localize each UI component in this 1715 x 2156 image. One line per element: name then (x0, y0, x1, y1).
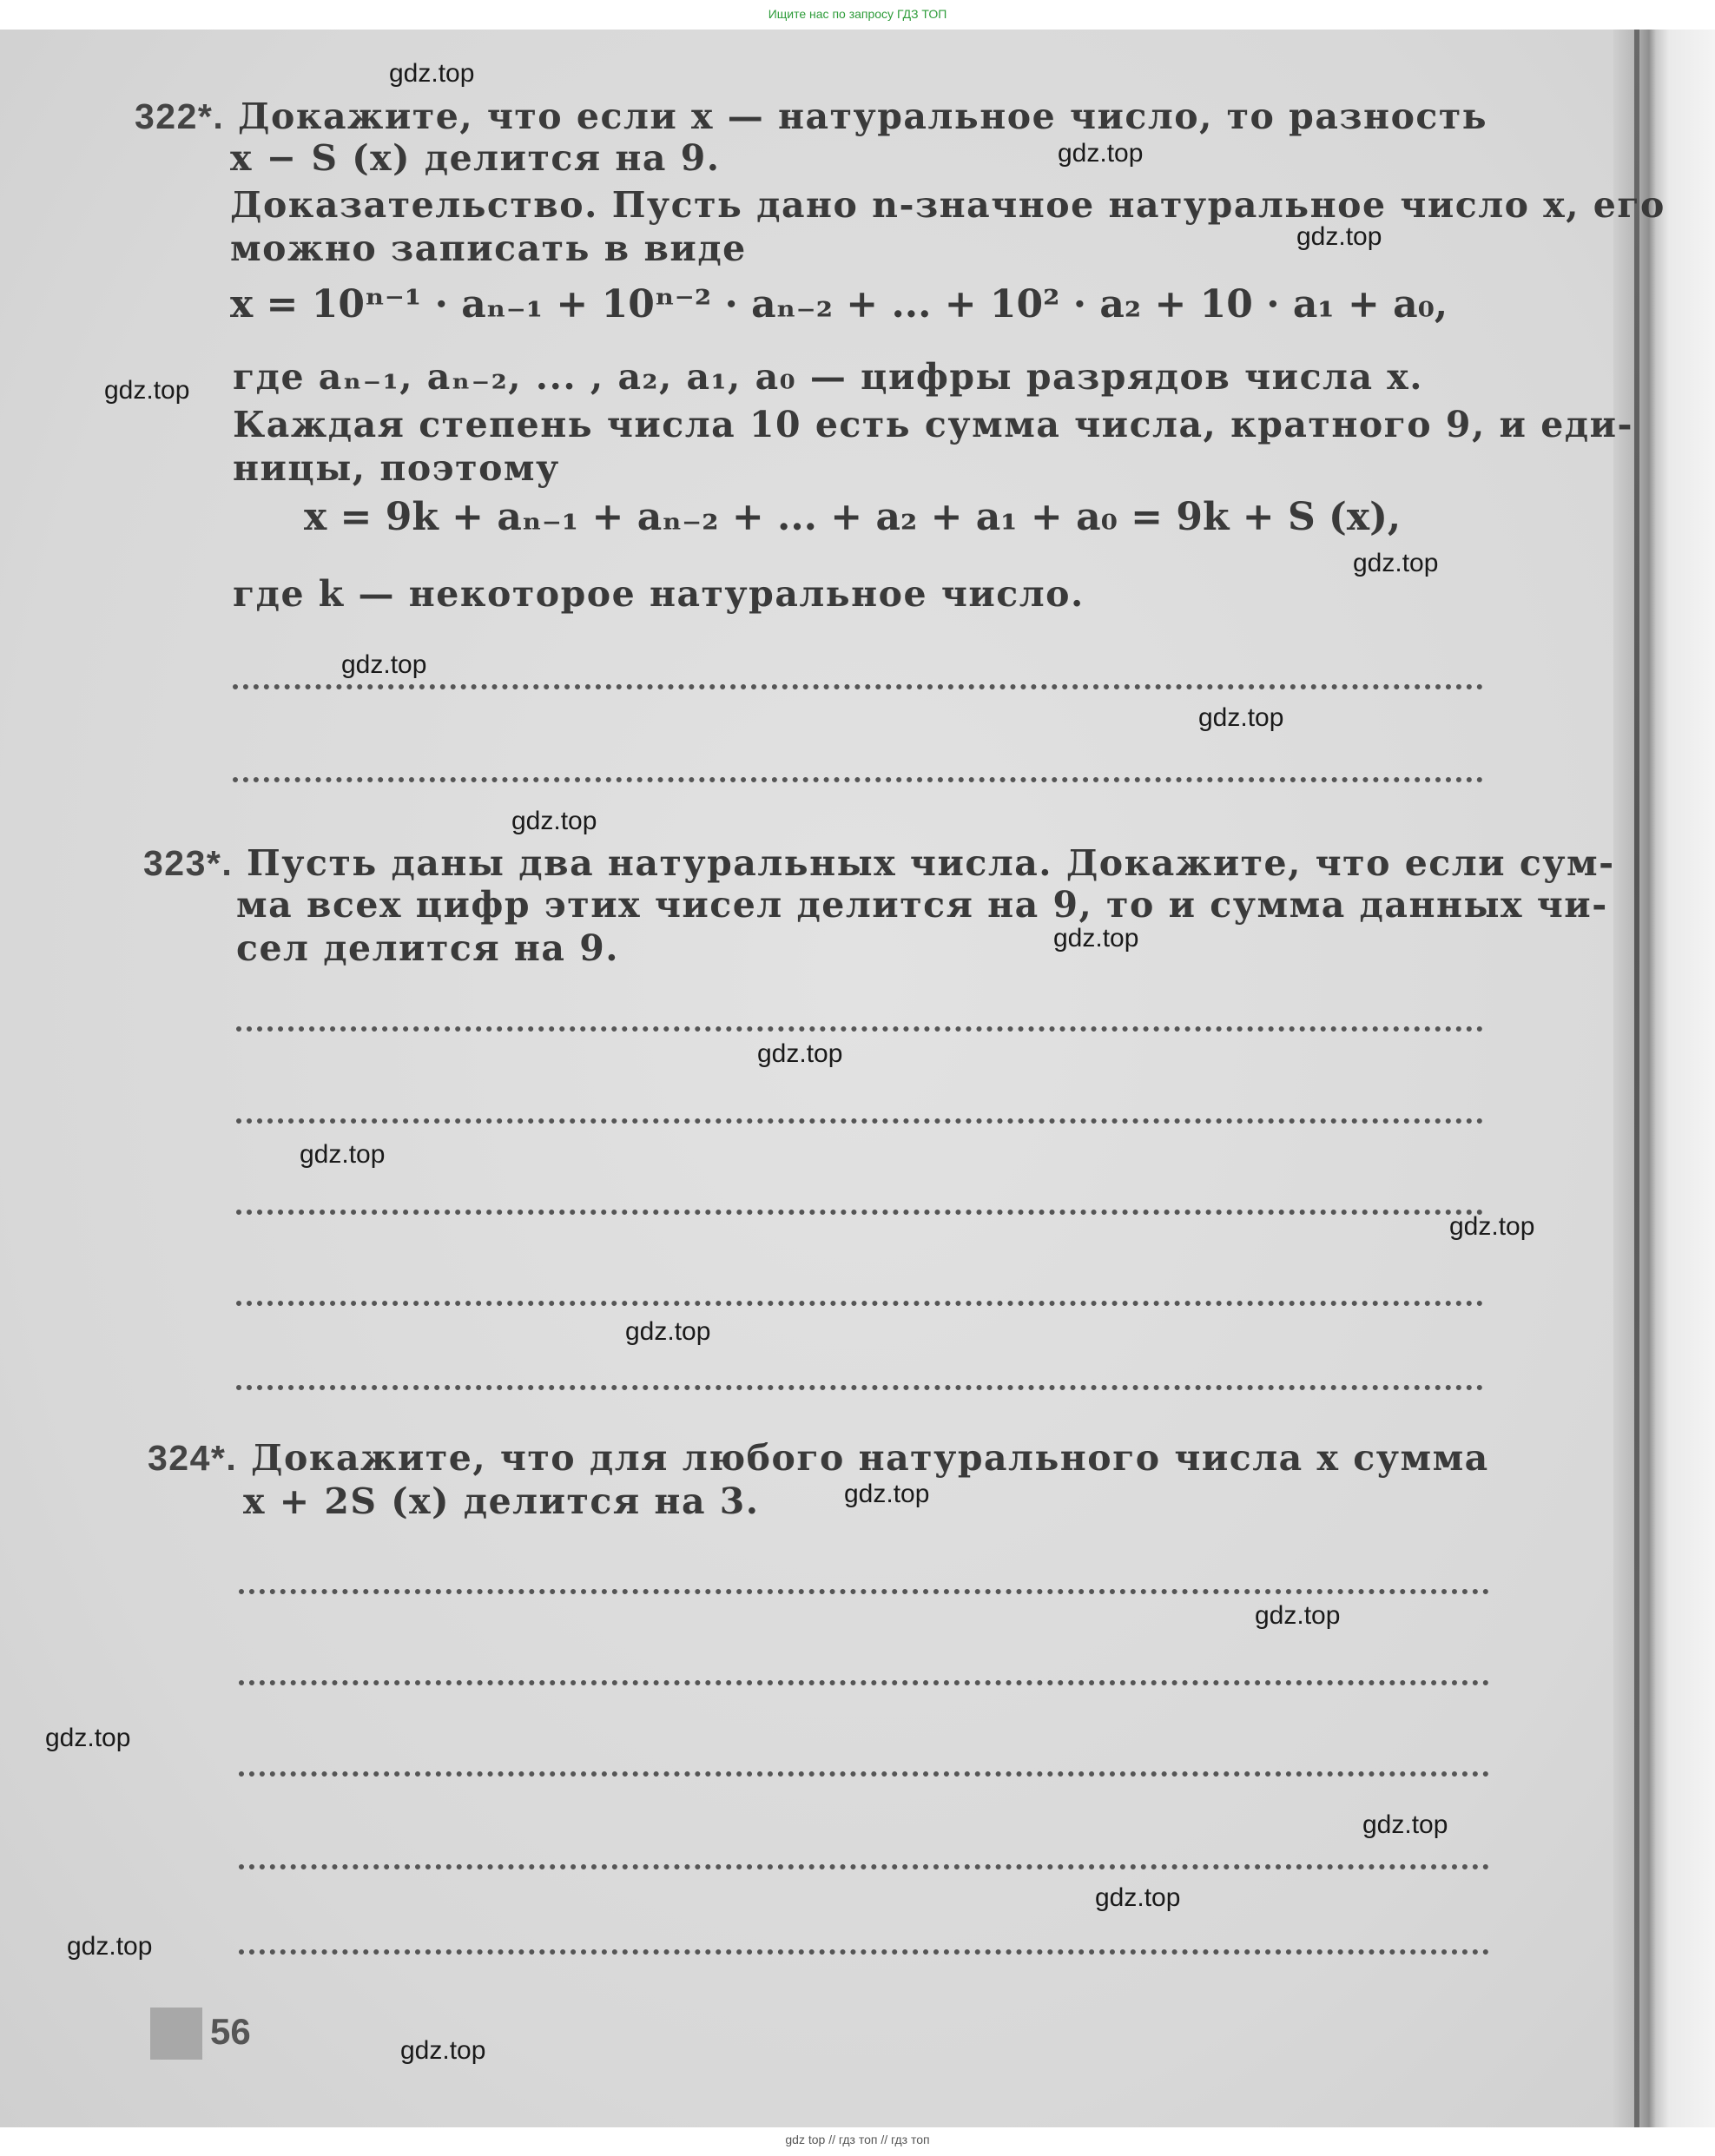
problem-324-number: 324*. (148, 1438, 238, 1478)
watermark: gdz.top (67, 1932, 153, 1961)
answer-line (239, 1949, 1489, 1955)
watermark: gdz.top (1058, 139, 1144, 168)
answer-line (239, 1680, 1489, 1685)
problem-322-line1: 322*. Докажите, что если x — натуральное число, то разность (135, 96, 1488, 137)
watermark: gdz.top (104, 376, 190, 405)
page-number-box (150, 2008, 202, 2060)
text-line-2: ницы, поэтому (233, 447, 560, 489)
watermark: gdz.top (400, 2036, 486, 2065)
problem-322-number: 322*. (135, 96, 225, 136)
answer-line (236, 1026, 1483, 1032)
proof-title: Доказательство. (230, 184, 598, 226)
watermark: gdz.top (389, 59, 475, 88)
watermark: gdz.top (1449, 1212, 1535, 1241)
problem-324-line1: 324*. Докажите, что для любого натурального числа x сумма (148, 1437, 1489, 1479)
watermark: gdz.top (1095, 1883, 1181, 1912)
watermark: gdz.top (1053, 924, 1139, 953)
watermark: gdz.top (625, 1317, 711, 1346)
problem-323-number: 323*. (143, 843, 234, 883)
watermark: gdz.top (45, 1724, 131, 1752)
where-line-2: где k — некоторое натуральное число. (233, 573, 1085, 615)
watermark: gdz.top (1255, 1601, 1341, 1630)
text-line-1: Каждая степень числа 10 есть сумма числа, кратного 9, и еди- (233, 404, 1634, 445)
watermark: gdz.top (1353, 549, 1439, 577)
answer-line (239, 1771, 1489, 1777)
watermark: gdz.top (511, 807, 597, 835)
answer-line (239, 1864, 1489, 1869)
answer-line (233, 777, 1483, 782)
problem-323-line3: сел делится на 9. (236, 927, 620, 969)
problem-324-line2: x + 2S (x) делится на 3. (243, 1480, 760, 1522)
problem-322-line2: x − S (x) делится на 9. (230, 137, 721, 179)
watermark: gdz.top (1198, 703, 1284, 732)
watermark: gdz.top (1296, 222, 1382, 251)
top-banner[interactable]: Ищите нас по запросу ГДЗ ТОП (768, 7, 947, 21)
answer-line (236, 1118, 1483, 1124)
answer-line (236, 1210, 1483, 1215)
answer-line (239, 1589, 1489, 1594)
watermark: gdz.top (1362, 1810, 1448, 1839)
watermark: gdz.top (844, 1480, 930, 1508)
problem-323-line1: 323*. Пусть даны два натуральных числа. Докажите, что если сум- (143, 842, 1615, 884)
problem-323-line2: ма всех цифр этих чисел делится на 9, то и сумма данных чи- (236, 884, 1608, 926)
proof-line2: можно записать в виде (230, 227, 747, 269)
proof-line1: Доказательство. Пусть дано n-значное натуральное число x, его (230, 184, 1666, 226)
watermark: gdz.top (341, 650, 427, 679)
where-line-1: где aₙ₋₁, aₙ₋₂, ... , a₂, a₁, a₀ — цифры разрядов числа x. (233, 356, 1424, 398)
watermark: gdz.top (757, 1039, 843, 1068)
page-scan (0, 30, 1715, 2127)
answer-line (233, 684, 1483, 689)
book-spine (1613, 30, 1715, 2127)
bottom-banner: gdz top // гдз топ // гдз топ (785, 2133, 930, 2146)
page-number: 56 (210, 2011, 251, 2052)
answer-line (236, 1301, 1483, 1306)
formula-2: x = 9k + aₙ₋₁ + aₙ₋₂ + ... + a₂ + a₁ + a₀ = 9k + S (x), (304, 495, 1402, 539)
spine-edge (1634, 30, 1639, 2127)
watermark: gdz.top (300, 1140, 386, 1169)
answer-line (236, 1385, 1483, 1390)
formula-1: x = 10ⁿ⁻¹ · aₙ₋₁ + 10ⁿ⁻² · aₙ₋₂ + ... + 10² · a₂ + 10 · a₁ + a₀, (230, 282, 1448, 326)
